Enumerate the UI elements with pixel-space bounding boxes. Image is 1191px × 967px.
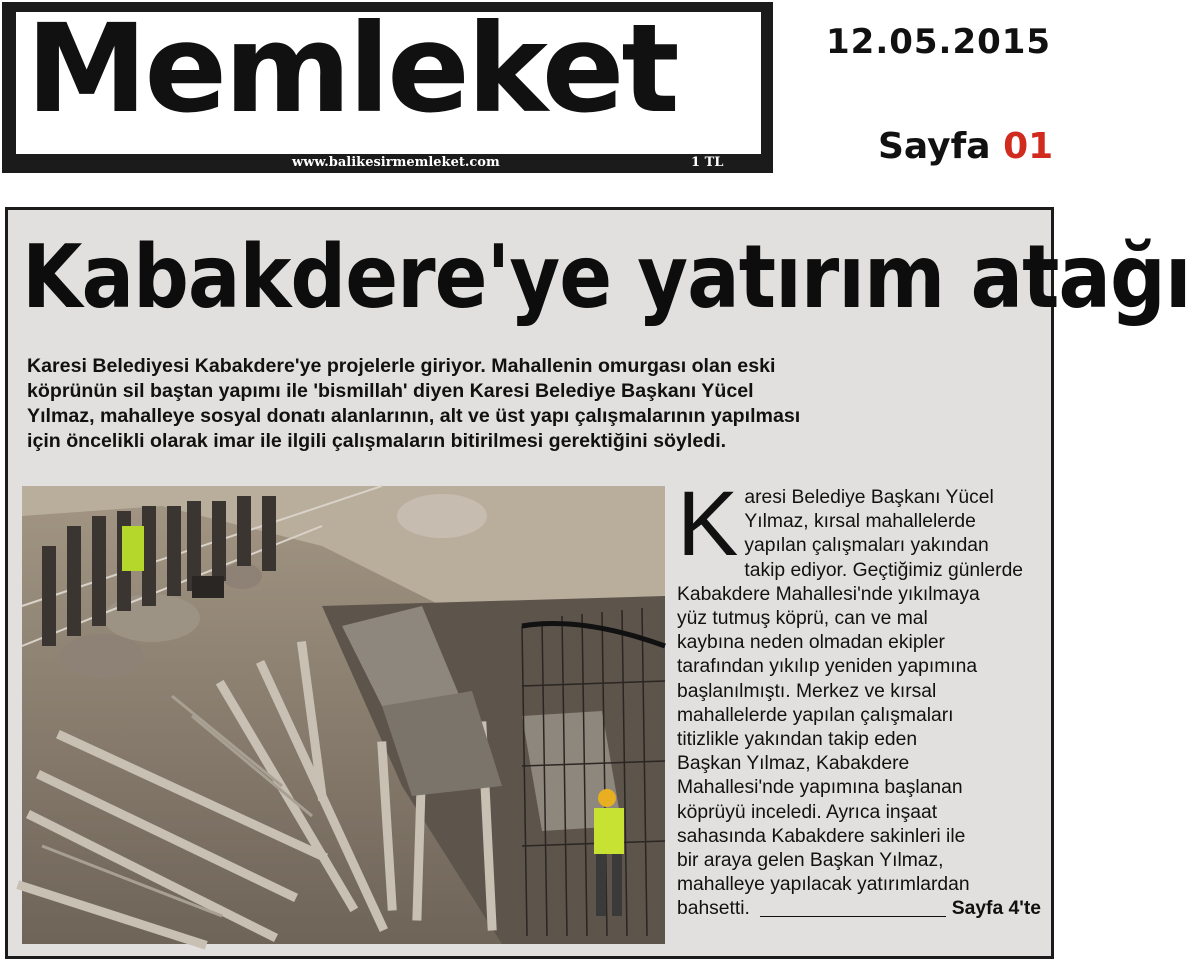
- body-line: yüz tutmuş köprü, can ve mal: [677, 608, 928, 630]
- divider-rule: [760, 916, 946, 917]
- body-line: köprüyü inceledi. Ayrıca inşaat: [677, 801, 938, 823]
- body-line: bir araya gelen Başkan Yılmaz,: [677, 850, 944, 872]
- body-line: yapılan çalışmaları yakından: [744, 535, 989, 557]
- lead-line: Karesi Belediyesi Kabakdere'ye projelerle giriyor. Mahallenin omurgası olan eski: [27, 355, 776, 377]
- body-line: mahalleye yapılacak yatırımlardan: [677, 874, 970, 896]
- page-number: [878, 126, 1053, 167]
- drop-cap: K: [677, 473, 739, 575]
- body-line: titizlikle yakından takip eden: [677, 729, 918, 751]
- body-line: mahallelerde yapılan çalışmaları: [677, 704, 954, 726]
- headline: Kabakdere'ye yatırım atağı: [22, 227, 1191, 329]
- website-url[interactable]: www.balikesirmemleket.com: [292, 155, 500, 170]
- body-line: Yılmaz, kırsal mahallelerde: [744, 511, 976, 533]
- lead-paragraph: [27, 354, 1047, 454]
- masthead-logo-panel: [16, 0, 761, 154]
- body-line: takip ediyor. Geçtiğimiz günlerde: [744, 559, 1024, 581]
- body-line: bahsetti.: [677, 898, 750, 920]
- body-line: başlanılmıştı. Merkez ve kırsal: [677, 680, 937, 702]
- body-line: tarafından yıkılıp yeniden yapımına: [677, 656, 978, 678]
- body-line: sahasında Kabakdere sakinleri ile: [677, 825, 966, 847]
- article-body: [677, 473, 1041, 922]
- photo-illustration: [22, 486, 665, 944]
- cover-price: 1 TL: [691, 155, 724, 170]
- body-line: Kabakdere Mahallesi'nde yıkılmaya: [677, 583, 980, 605]
- continued-on-link[interactable]: Sayfa 4'te: [951, 898, 1041, 920]
- article-box: [5, 207, 1191, 959]
- newspaper-logo: Memleket: [26, 0, 677, 140]
- page-number-value: 01: [1003, 126, 1054, 167]
- body-last-line: [677, 897, 1041, 921]
- body-line: kaybına neden olmadan ekipler: [677, 632, 945, 654]
- masthead: [2, 2, 773, 173]
- lead-line: Yılmaz, mahalleye sosyal donatı alanlarının, alt ve üst yapı çalışmalarının yapılması: [27, 405, 801, 427]
- masthead-strip: [16, 154, 761, 173]
- body-line: Mahallesi'nde yapımına başlanan: [677, 777, 963, 799]
- body-line: Başkan Yılmaz, Kabakdere: [677, 753, 910, 775]
- issue-date: 12.05.2015: [826, 22, 1052, 62]
- construction-site-photo: [22, 486, 665, 944]
- lead-line: için öncelikli olarak imar ile ilgili çalışmaların bitirilmesi gerektiğini söyledi.: [27, 430, 727, 452]
- page-label: Sayfa: [878, 126, 991, 167]
- body-line: aresi Belediye Başkanı Yücel: [744, 487, 994, 508]
- lead-line: köprünün sil baştan yapımı ile 'bismillah' diyen Karesi Belediye Başkanı Yücel: [27, 380, 754, 402]
